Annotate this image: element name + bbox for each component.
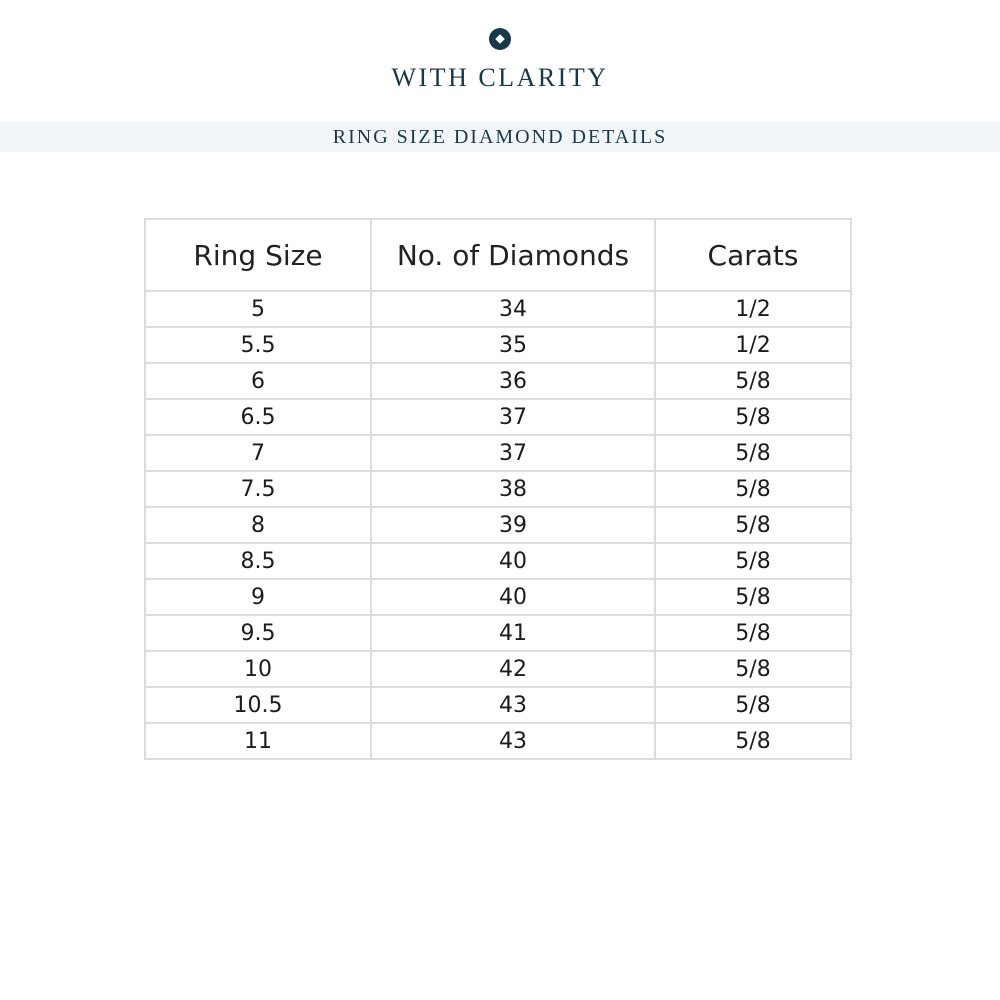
table-row xyxy=(145,399,851,435)
diamond-count-cell: 37 xyxy=(371,399,655,435)
table-row xyxy=(145,579,851,615)
brand-name: WITH CLARITY xyxy=(391,63,609,92)
table-row xyxy=(145,687,851,723)
diamond-count-cell: 39 xyxy=(371,507,655,543)
carat-cell: 1/2 xyxy=(655,291,851,327)
table-row xyxy=(145,723,851,759)
table-row xyxy=(145,471,851,507)
table-row xyxy=(145,363,851,399)
diamond-count-cell: 40 xyxy=(371,579,655,615)
column-header-ring-size: Ring Size xyxy=(145,219,371,291)
diamond-count-cell: 34 xyxy=(371,291,655,327)
ring-size-cell: 7.5 xyxy=(145,471,371,507)
ring-size-cell: 10.5 xyxy=(145,687,371,723)
diamond-count-cell: 35 xyxy=(371,327,655,363)
diamond-count-cell: 40 xyxy=(371,543,655,579)
column-header-diamond-count: No. of Diamonds xyxy=(371,219,655,291)
subtitle-band xyxy=(0,122,1000,152)
table-row xyxy=(145,507,851,543)
table-row xyxy=(145,651,851,687)
ring-size-cell: 9 xyxy=(145,579,371,615)
diamond-count-cell: 38 xyxy=(371,471,655,507)
ring-size-table xyxy=(144,218,852,760)
table-row xyxy=(145,291,851,327)
carat-cell: 5/8 xyxy=(655,471,851,507)
ring-size-cell: 10 xyxy=(145,651,371,687)
table-header-row xyxy=(145,219,851,291)
table-row xyxy=(145,327,851,363)
ring-size-cell: 9.5 xyxy=(145,615,371,651)
ring-size-cell: 6 xyxy=(145,363,371,399)
diamond-count-cell: 43 xyxy=(371,687,655,723)
carat-cell: 1/2 xyxy=(655,327,851,363)
carat-cell: 5/8 xyxy=(655,363,851,399)
ring-size-cell: 8 xyxy=(145,507,371,543)
diamond-count-cell: 42 xyxy=(371,651,655,687)
ring-size-cell: 6.5 xyxy=(145,399,371,435)
carat-cell: 5/8 xyxy=(655,723,851,759)
diamond-in-circle-icon xyxy=(489,28,511,50)
carat-cell: 5/8 xyxy=(655,579,851,615)
ring-size-cell: 7 xyxy=(145,435,371,471)
carat-cell: 5/8 xyxy=(655,615,851,651)
table-row xyxy=(145,543,851,579)
table-row xyxy=(145,435,851,471)
ring-size-cell: 8.5 xyxy=(145,543,371,579)
carat-cell: 5/8 xyxy=(655,507,851,543)
carat-cell: 5/8 xyxy=(655,543,851,579)
diamond-count-cell: 37 xyxy=(371,435,655,471)
column-header-carats: Carats xyxy=(655,219,851,291)
diamond-count-cell: 43 xyxy=(371,723,655,759)
table-row xyxy=(145,615,851,651)
table-body xyxy=(145,291,851,759)
ring-size-cell: 5 xyxy=(145,291,371,327)
ring-size-cell: 5.5 xyxy=(145,327,371,363)
carat-cell: 5/8 xyxy=(655,651,851,687)
diamond-count-cell: 36 xyxy=(371,363,655,399)
diamond-count-cell: 41 xyxy=(371,615,655,651)
carat-cell: 5/8 xyxy=(655,435,851,471)
carat-cell: 5/8 xyxy=(655,399,851,435)
page-subtitle: RING SIZE DIAMOND DETAILS xyxy=(332,126,668,148)
carat-cell: 5/8 xyxy=(655,687,851,723)
ring-size-cell: 11 xyxy=(145,723,371,759)
